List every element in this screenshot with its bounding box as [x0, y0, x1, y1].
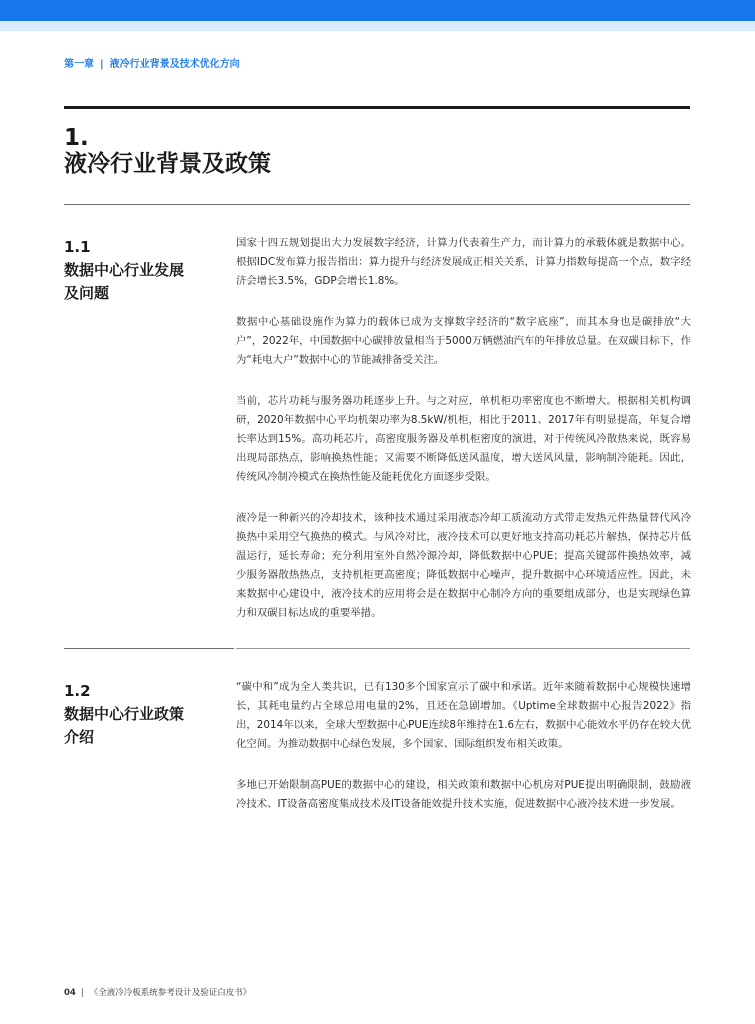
section-1-2-heading: [64, 680, 214, 749]
section-1-1-heading: [64, 236, 214, 305]
section-1-1-body: [236, 234, 691, 645]
chapter-number: 1.: [64, 125, 89, 151]
section-divider-right: [236, 648, 690, 649]
section-title-line: 介绍: [64, 728, 95, 746]
chapter-divider: [64, 204, 690, 205]
page-footer: [64, 986, 251, 998]
footer-document-title: 《全液冷冷板系统参考设计及验证白皮书》: [89, 988, 252, 998]
section-title-line: 数据中心行业政策: [64, 705, 185, 723]
paragraph: 数据中心基础设施作为算力的载体已成为支撑数字经济的“数字底座”，而其本身也是碳排放“大户”，2022年，中国数据中心碳排放量相当于5000万辆燃油汽车的年排放总量。在双碳目标下，作为“耗电大户”数据中心的节能减排备受关注。: [236, 316, 691, 366]
running-header-chapter: 第一章: [64, 59, 94, 70]
footer-separator: |: [80, 988, 84, 998]
section-1-2-body: [236, 678, 691, 836]
paragraph: 国家十四五规划提出大力发展数字经济，计算力代表着生产力，而计算力的承载体就是数据中心。根据IDC发布算力报告指出：算力提升与经济发展成正相关关系，计算力指数每提高一个点，数字经济会增长3.5%，GDP会增长1.8%。: [236, 237, 691, 287]
section-number: 1.1: [64, 238, 91, 256]
section-number: 1.2: [64, 682, 91, 700]
section-title-line: 及问题: [64, 284, 110, 302]
page-number: 04: [64, 988, 76, 998]
section-divider: [64, 648, 234, 649]
paragraph: “碳中和”成为全人类共识，已有130多个国家宣示了碳中和承诺。近年来随着数据中心规模快速增长，其耗电量约占全球总用电量的2%，且还在急剧增加。《Uptime全球数据中心报告2022》指出，2014年以来，全球大型数据中心PUE连续8年维持在1.6左右，数据中心能效水平仍存在较大优化空间。为推动数据中心绿色发展，多个国家、国际组织发布相关政策。: [236, 681, 691, 750]
chapter-top-rule: [64, 106, 690, 109]
top-accent-band: [0, 0, 755, 21]
paragraph: 当前，芯片功耗与服务器功耗逐步上升。与之对应，单机柜功率密度也不断增大。根据相关机构调研，2020年数据中心平均机架功率为8.5kW/机柜，相比于2011、2017年有明显提高，年复合增长率达到15%。高功耗芯片，高密度服务器及单机柜密度的演进，对于传统风冷散热来说，既容易出现局部热点，影响换热性能；又需要不断降低送风温度，增大送风风量，影响制冷能耗。因此，传统风冷制冷模式在换热性能及能耗优化方面逐步受限。: [236, 395, 691, 483]
running-header-separator: |: [100, 59, 104, 70]
top-accent-band-light: [0, 21, 755, 31]
paragraph: 液冷是一种新兴的冷却技术，该种技术通过采用液态冷却工质流动方式带走发热元件热量替代风冷换热中采用空气换热的模式。与风冷对比，液冷技术可以更好地支持高功耗芯片解热，保持芯片低温运行，延长寿命；充分利用室外自然冷源冷却，降低数据中心PUE；提高关键部件换热效率，减少服务器散热热点，支持机柜更高密度；降低数据中心噪声，提升数据中心环境适应性。因此，未来数据中心建设中，液冷技术的应用将会是在数据中心制冷方向的重要组成部分，也是实现绿色算力和双碳目标达成的重要举措。: [236, 512, 691, 619]
section-title-line: 数据中心行业发展: [64, 261, 185, 279]
chapter-title: 液冷行业背景及政策: [64, 151, 271, 177]
running-header: [64, 55, 240, 70]
running-header-title: 液冷行业背景及技术优化方向: [109, 59, 240, 70]
paragraph: 多地已开始限制高PUE的数据中心的建设，相关政策和数据中心机房对PUE提出明确限制，鼓励液冷技术、IT设备高密度集成技术及IT设备能效提升技术实施，促进数据中心液冷技术进一步发展。: [236, 779, 691, 810]
